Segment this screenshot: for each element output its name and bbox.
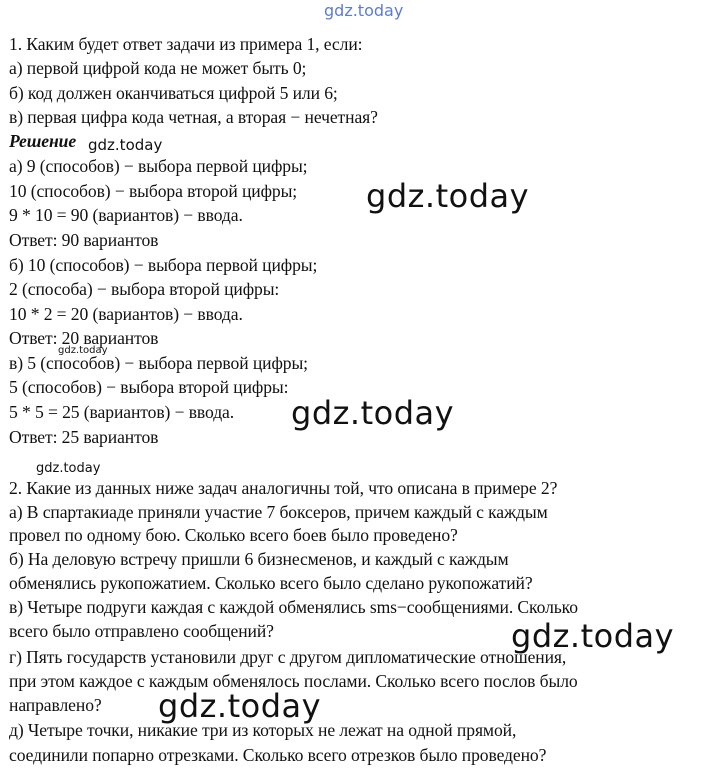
task2-line: д) Четыре точки, никакие три из которых не лежат на одной прямой, — [9, 720, 517, 740]
watermark-top: gdz.today — [324, 1, 404, 20]
solution-line: 9 * 10 = 90 (вариантов) − ввода. — [9, 205, 243, 225]
task1-option-a: а) первой цифрой кода не может быть 0; — [9, 58, 307, 78]
solution-line: а) 9 (способов) − выбора первой цифры; — [9, 156, 308, 176]
watermark-overlay: gdz.today — [88, 136, 163, 154]
solution-line: 10 * 2 = 20 (вариантов) − ввода. — [9, 304, 243, 324]
task2-line: б) На деловую встречу пришли 6 бизнесменов, и каждый с каждым — [9, 549, 509, 569]
solution-line: в) 5 (способов) − выбора первой цифры; — [9, 353, 308, 373]
task2-line: при этом каждое с каждым обменялось послами. Сколько всего послов было — [9, 671, 578, 691]
watermark-overlay: gdz.today — [158, 687, 322, 725]
task2-line: провел по одному бою. Сколько всего боев было проведено? — [9, 525, 458, 545]
solution-answer: Ответ: 25 вариантов — [9, 427, 159, 447]
task2-line: направлено? — [9, 695, 102, 715]
task1-option-b: б) код должен оканчиваться цифрой 5 или 6; — [9, 83, 338, 103]
solution-answer: Ответ: 20 вариантов — [9, 328, 159, 348]
task2-line: г) Пять государств установили друг с другом дипломатические отношения, — [9, 647, 567, 667]
solution-line: б) 10 (способов) − выбора первой цифры; — [9, 255, 318, 275]
solution-line: 5 (способов) − выбора второй цифры: — [9, 377, 289, 397]
task1-option-c: в) первая цифра кода четная, а вторая − нечетная? — [9, 107, 378, 127]
solution-line: 2 (способа) − выбора второй цифры: — [9, 279, 280, 299]
task2-line: а) В спартакиаде приняли участие 7 боксеров, причем каждый с каждым — [9, 502, 548, 522]
task2-line: обменялись рукопожатием. Сколько всего было сделано рукопожатий? — [9, 573, 533, 593]
solution-line: 5 * 5 = 25 (вариантов) − ввода. — [9, 402, 235, 422]
watermark-overlay: gdz.today — [291, 394, 455, 432]
solution-heading: Решение — [9, 131, 77, 151]
watermark-overlay: gdz.today — [366, 177, 530, 215]
task2-question: 2. Какие из данных ниже задач аналогичны той, что описана в примере 2? — [9, 478, 558, 498]
watermark-overlay: gdz.today — [58, 345, 108, 356]
watermark-overlay: gdz.today — [511, 617, 675, 655]
solution-line: 10 (способов) − выбора второй цифры; — [9, 181, 298, 201]
task1-question: 1. Каким будет ответ задачи из примера 1, если: — [9, 34, 363, 54]
solution-answer: Ответ: 90 вариантов — [9, 230, 159, 250]
watermark-overlay: gdz.today — [36, 461, 101, 476]
task2-line: соединили попарно отрезками. Сколько всего отрезков было проведено? — [9, 745, 547, 765]
task2-line: всего было отправлено сообщений? — [9, 621, 274, 641]
task2-line: в) Четыре подруги каждая с каждой обменялись sms−сообщениями. Сколько — [9, 597, 578, 617]
